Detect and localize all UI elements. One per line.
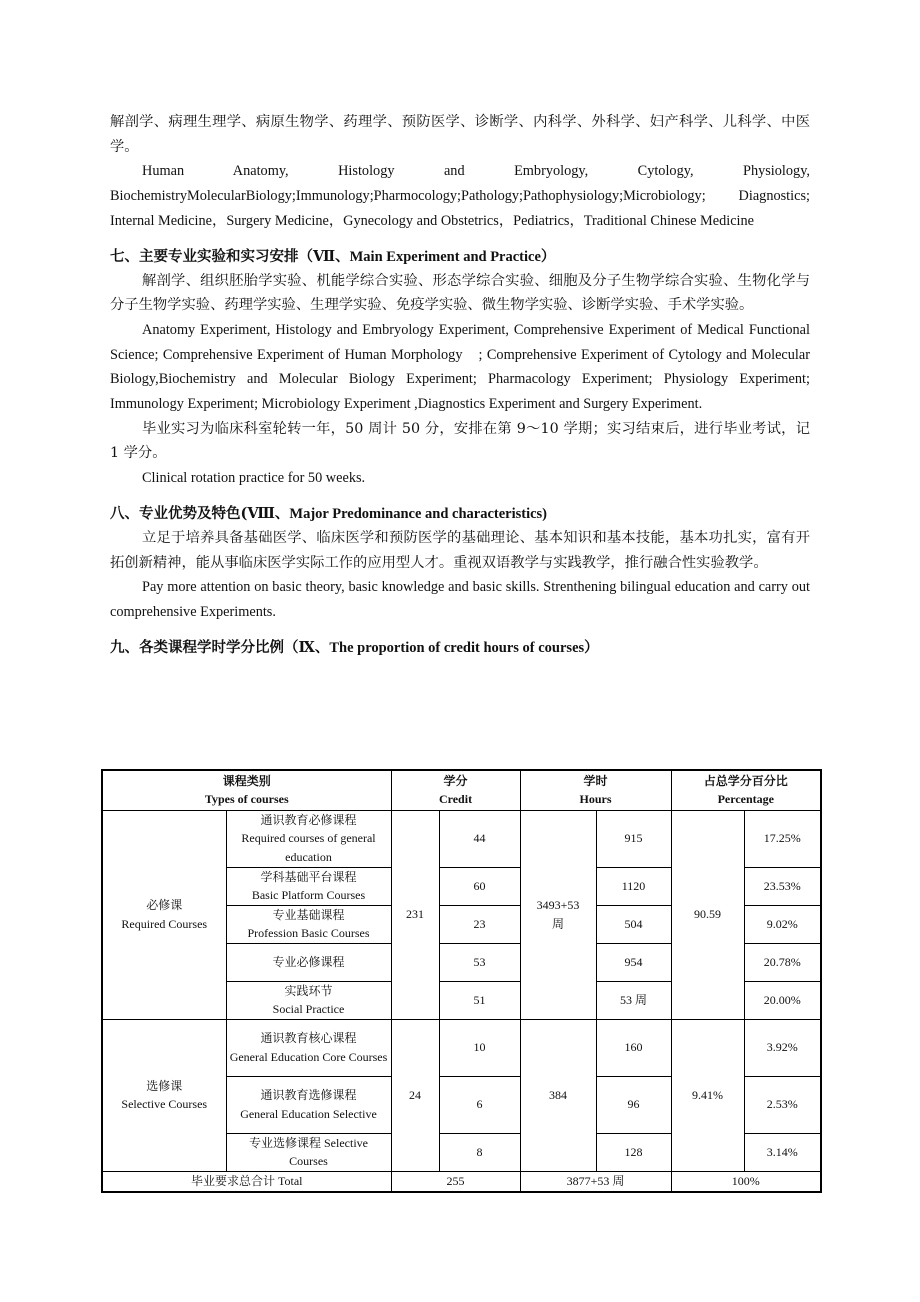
course-pct: 23.53% — [744, 867, 821, 905]
required-hours-total: 3493+53 周 — [520, 810, 596, 1019]
course-name: 专业选修课程 Selective Courses — [226, 1133, 391, 1171]
section7-experiments-zh: 解剖学、组织胚胎学实验、机能学综合实验、形态学综合实验、细胞及分子生物学综合实验、生物化学与分子生物学实验、药理学实验、生理学实验、免疫学实验、微生物学实验、诊断学实验、手术学实验。 — [110, 272, 810, 314]
total-pct: 100% — [671, 1171, 821, 1192]
header-credit: 学分 Credit — [391, 770, 520, 810]
header-hours: 学时 Hours — [520, 770, 671, 810]
section8-heading: 八、专业优势及特色(Ⅷ、Major Predominance and characteristics) — [110, 504, 548, 522]
course-credit: 23 — [439, 905, 520, 943]
section7-heading: 七、主要专业实验和实习安排（Ⅶ、Main Experiment and Practice） — [110, 247, 556, 265]
course-name: 专业必修课程 — [226, 943, 391, 981]
course-pct: 2.53% — [744, 1076, 821, 1133]
course-pct: 20.00% — [744, 981, 821, 1019]
course-credit: 51 — [439, 981, 520, 1019]
total-label: 毕业要求总合计 Total — [102, 1171, 391, 1192]
course-pct: 9.02% — [744, 905, 821, 943]
course-pct: 3.14% — [744, 1133, 821, 1171]
selective-hours-total: 384 — [520, 1019, 596, 1171]
required-credit-total: 231 — [391, 810, 439, 1019]
course-credit: 44 — [439, 810, 520, 867]
selective-credit-total: 24 — [391, 1019, 439, 1171]
section8-text-zh: 立足于培养具备基础医学、临床医学和预防医学的基础理论、基本知识和基本技能，基本功扎实，富有开拓创新精神，能从事临床医学实际工作的应用型人才。重视双语教学与实践教学，推行融合性实验教学。 — [110, 529, 810, 571]
document-body — [110, 110, 810, 660]
total-credit: 255 — [391, 1171, 520, 1192]
course-pct: 3.92% — [744, 1019, 821, 1076]
course-hours: 53 周 — [596, 981, 671, 1019]
course-hours: 504 — [596, 905, 671, 943]
course-hours: 954 — [596, 943, 671, 981]
course-pct: 17.25% — [744, 810, 821, 867]
required-pct-total: 90.59 — [671, 810, 744, 1019]
total-hours: 3877+53 周 — [520, 1171, 671, 1192]
table-row — [102, 810, 821, 867]
section9-heading: 九、各类课程学时学分比例（Ⅸ、The proportion of credit hours of courses） — [110, 638, 599, 656]
selective-pct-total: 9.41% — [671, 1019, 744, 1171]
required-group-label: 必修课 Required Courses — [102, 810, 226, 1019]
table-header-row — [102, 770, 821, 810]
credit-hours-table — [101, 769, 822, 1193]
table-total-row — [102, 1171, 821, 1192]
course-hours: 160 — [596, 1019, 671, 1076]
course-hours: 96 — [596, 1076, 671, 1133]
course-credit: 53 — [439, 943, 520, 981]
course-hours: 1120 — [596, 867, 671, 905]
course-name: 通识教育必修课程 Required courses of general education — [226, 810, 391, 867]
table-row — [102, 1019, 821, 1076]
course-pct: 20.78% — [744, 943, 821, 981]
header-percentage: 占总学分百分比 Percentage — [671, 770, 821, 810]
section7-experiments-en: Anatomy Experiment, Histology and Embryology Experiment, Comprehensive Experiment of Medical Functional Science; Comprehensive Experiment of Human Morphology ; Comprehensive Experiment of Cytology and Molecular Biology,Biochemistry and Molecular Biology Experiment; Pharmacology Experiment; Physiology Experiment; Immunology Experiment; Microbiology Experiment ,Diagnostics Experiment and Surgery Experiment. — [110, 321, 810, 413]
section7-internship-zh: 毕业实习为临床科室轮转一年，50 周计 50 分，安排在第 9～10 学期；实习结束后，进行毕业考试，记 1 学分。 — [110, 420, 810, 462]
course-hours: 128 — [596, 1133, 671, 1171]
course-hours: 915 — [596, 810, 671, 867]
course-name: 专业基础课程 Profession Basic Courses — [226, 905, 391, 943]
course-credit: 60 — [439, 867, 520, 905]
course-credit: 8 — [439, 1133, 520, 1171]
section7-internship-en: Clinical rotation practice for 50 weeks. — [142, 470, 366, 487]
header-types: 课程类别 Types of courses — [102, 770, 391, 810]
course-name: 学科基础平台课程 Basic Platform Courses — [226, 867, 391, 905]
courses-zh: 解剖学、病理生理学、病原生物学、药理学、预防医学、诊断学、内科学、外科学、妇产科学、儿科学、中医学。 — [110, 114, 810, 155]
course-credit: 10 — [439, 1019, 520, 1076]
courses-en: Human Anatomy, Histology and Embryology, Cytology, Physiology, BiochemistryMolecularBiology;Immunology;Pharmocology;Pathology;Pathophysiology;Microbiology; Diagnostics; Internal Medicine，Surgery Medicine，Gynecology and Obstetrics，Pediatrics，Traditional Chinese Medicine — [110, 163, 810, 229]
course-credit: 6 — [439, 1076, 520, 1133]
section8-text-en: Pay more attention on basic theory, basic knowledge and basic skills. Strenthening bilingual education and carry out comprehensive Experiments. — [110, 579, 810, 620]
selective-group-label: 选修课 Selective Courses — [102, 1019, 226, 1171]
course-name: 实践环节 Social Practice — [226, 981, 391, 1019]
course-name: 通识教育选修课程 General Education Selective — [226, 1076, 391, 1133]
course-name: 通识教育核心课程 General Education Core Courses — [226, 1019, 391, 1076]
